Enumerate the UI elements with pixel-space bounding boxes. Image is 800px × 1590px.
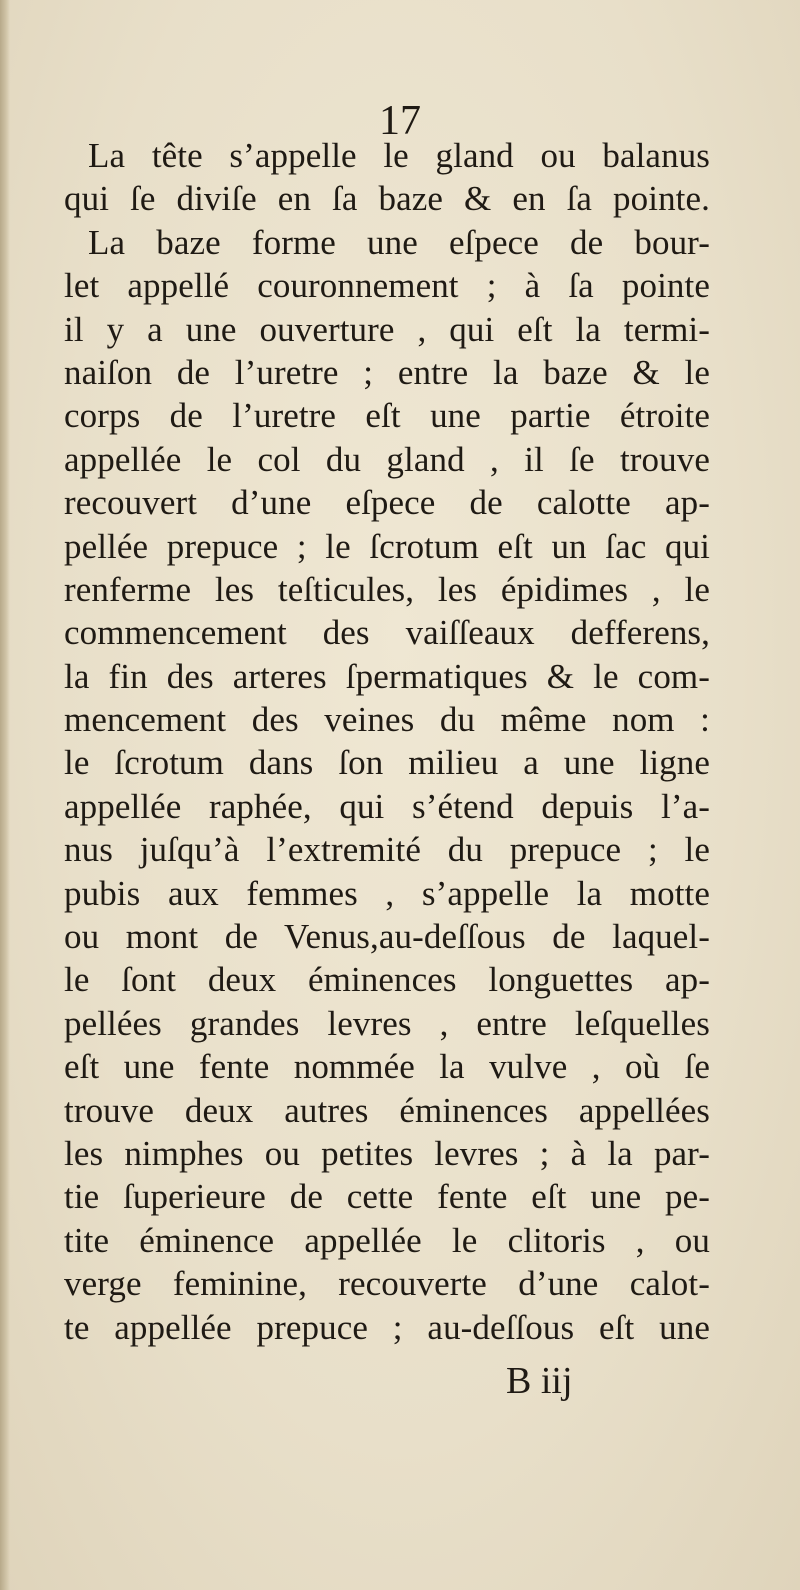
text-line: la fin des arteres ſpermatiques & le com- bbox=[64, 656, 710, 696]
text-line: ou mont de Venus,au-deſſous de laquel- bbox=[64, 917, 710, 957]
text-line: La tête s’appelle le gland ou balanus bbox=[88, 136, 710, 175]
text-line: let appellé couronnement ; à ſa pointe bbox=[64, 266, 710, 306]
text-line: naiſon de l’uretre ; entre la baze & le bbox=[64, 352, 710, 392]
text-line: il y a une ouverture , qui eſt la termi- bbox=[64, 309, 710, 349]
text-line: verge feminine, recouverte d’une calot- bbox=[64, 1264, 710, 1304]
text-line: tie ſuperieure de cette fente eſt une pe- bbox=[64, 1177, 710, 1217]
text-line: recouvert d’une eſpece de calotte ap- bbox=[64, 483, 710, 523]
text-line: trouve deux autres éminences appellées bbox=[64, 1090, 710, 1130]
text-line: qui ſe diviſe en ſa baze & en ſa pointe. bbox=[64, 179, 710, 219]
text-line: nus juſqu’à l’extremité du prepuce ; le bbox=[64, 830, 710, 870]
text-line: appellée le col du gland , il ſe trouve bbox=[64, 439, 710, 479]
text-line: te appellée prepuce ; au-deſſous eſt une bbox=[64, 1307, 710, 1347]
text-line: La baze forme une eſpece de bour- bbox=[88, 222, 710, 262]
signature-mark: B iij bbox=[506, 1360, 573, 1402]
text-line: mencement des veines du même nom : bbox=[64, 700, 710, 740]
page-number: 17 bbox=[379, 98, 421, 144]
text-line: tite éminence appellée le clitoris , ou bbox=[64, 1220, 710, 1260]
text-line: pellées grandes levres , entre leſquelles bbox=[64, 1003, 710, 1043]
text-line: le ſont deux éminences longuettes ap- bbox=[64, 960, 710, 1000]
text-line: le ſcrotum dans ſon milieu a une ligne bbox=[64, 743, 710, 783]
text-line: eſt une fente nommée la vulve , où ſe bbox=[64, 1047, 710, 1087]
text-line: renferme les teſticules, les épidimes , le bbox=[64, 569, 710, 609]
text-line: les nimphes ou petites levres ; à la par- bbox=[64, 1133, 710, 1173]
page-binding-edge bbox=[0, 0, 10, 1590]
text-line: pubis aux femmes , s’appelle la motte bbox=[64, 873, 710, 913]
text-line: corps de l’uretre eſt une partie étroite bbox=[64, 396, 710, 436]
body-text bbox=[64, 134, 710, 1349]
text-line: pellée prepuce ; le ſcrotum eſt un ſac qui bbox=[64, 526, 710, 566]
text-line: appellée raphée, qui s’étend depuis l’a- bbox=[64, 786, 710, 826]
text-line: commencement des vaiſſeaux defferens, bbox=[64, 613, 710, 653]
